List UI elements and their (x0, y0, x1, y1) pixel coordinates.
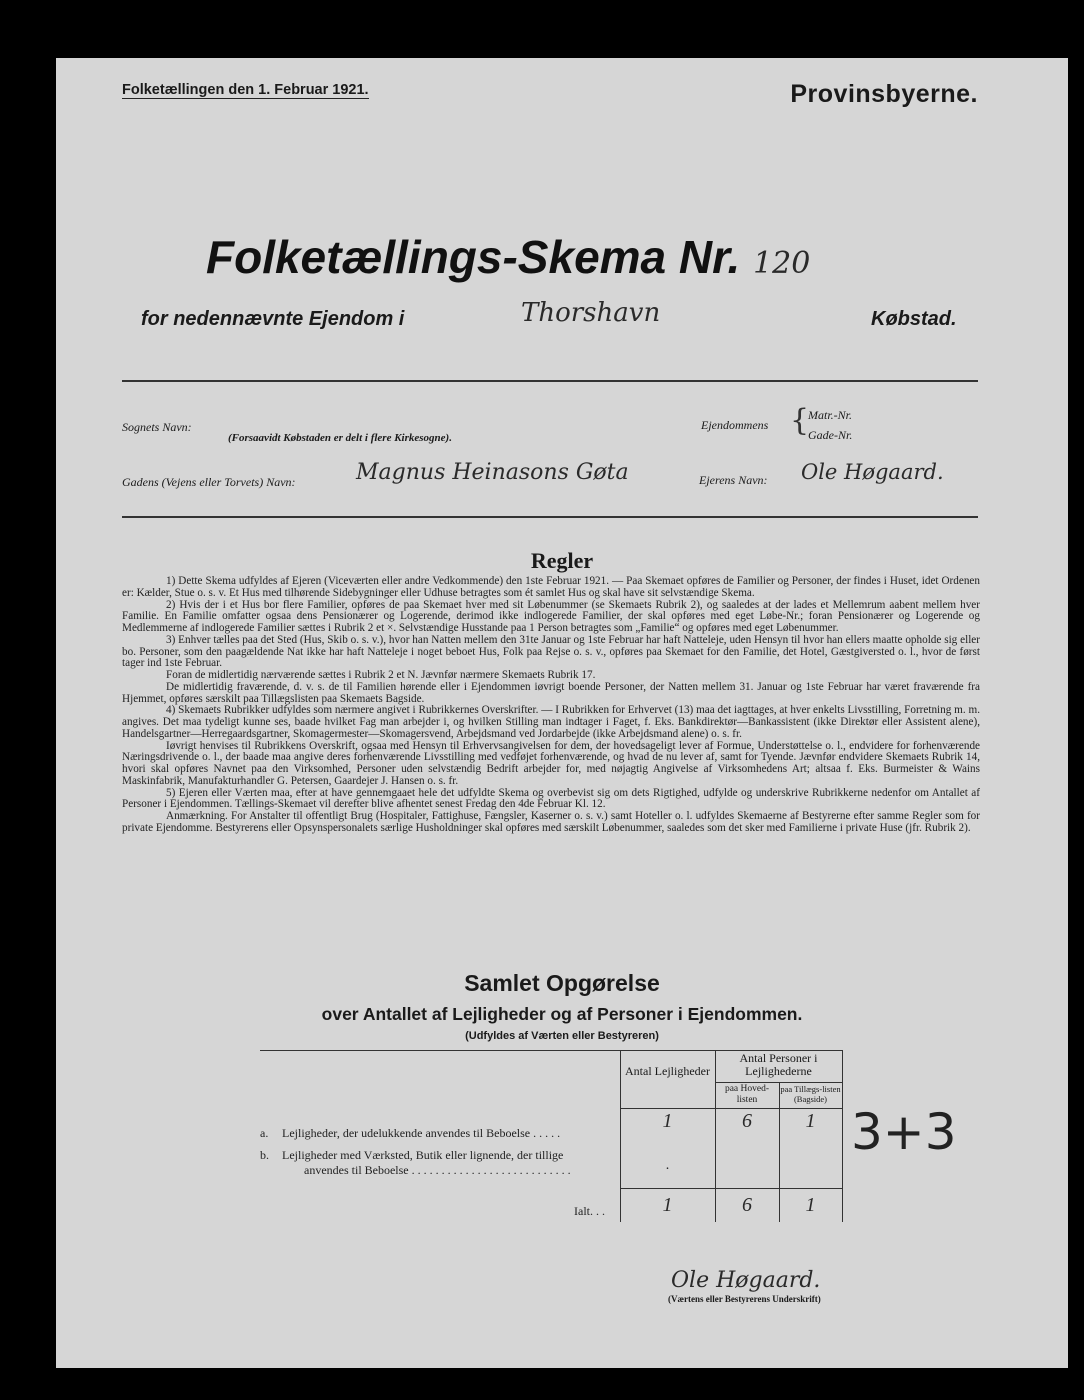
row-b-lejligheder: . (665, 1158, 670, 1173)
table-col-rule (842, 1050, 843, 1222)
town-handwritten: Thorshavn (521, 298, 661, 328)
table-header-rule (620, 1108, 842, 1109)
rule-paragraph: Iøvrigt henvises til Rubrikkens Overskrift, ogsaa med Hensyn til Erhvervsangivelsen for dem, der hovedsageligt lever af Formue, Understøttelse o. l., endvidere for forhenværende Næringsdrivende o. l., der baade maa angive deres forhenværende Livsstilling med vedføjet forhenværende, og hvad de nu lever af, samt for Tyende. Jævnfør endvidere Skemaets Rubrik 14, hvori skal opføres Navnet paa den Virksomhed, Personer uden selvstændig Bedrift arbejder for, med nøjagtig Angivelse af Virksomhedens Art; altsaa f. Eks. Burmeister & Wains Maskinfabrik, Manufakturhandler G. Petersen, Gaardejer J. Hansen o. s. fr. (122, 739, 980, 787)
col-antal-lejligheder: Antal Lejligheder (625, 1064, 710, 1078)
form-title (206, 230, 810, 284)
col-hovedlisten: paa Hoved-listen (724, 1084, 770, 1105)
divider-top (122, 380, 978, 382)
sognets-navn-note: (Forsaavidt Købstaden er delt i flere Kirkesogne). (228, 432, 452, 444)
census-form-page (56, 58, 1068, 1368)
ialt-label: Ialt. . . (574, 1204, 605, 1218)
rule-paragraph: 2) Hvis der i et Hus bor flere Familier, opføres de paa Skemaet hver med sit Løbenummer (se Skemaets Rubrik 2), og saaledes at der lades et Mellemrum aabent mellem hver Familie. En Familie omfatter ogsaa dens Pensionærer og Logerende, derimod ikke indlogerede Familier, der skal opføres med eget Løbe-Nr.; foran Pensionærer og Logerende og Medlemmerne af indlogerede Familier sættes i Rubrik 2 et ×. Selvstændige Husstande paa 1 Person betragtes som „Familie“ og opføres med eget Løbenummer. (122, 598, 980, 634)
region-header: Provinsbyerne. (790, 80, 978, 108)
col-tillaegslisten: paa Tillægs-listen (Bagside) (780, 1084, 841, 1104)
kobstad-label: Købstad. (871, 308, 957, 330)
table-total-rule (620, 1188, 842, 1189)
ejendommens-label: Ejendommens (701, 418, 769, 432)
summary-subtitle: over Antallet af Lejligheder og af Personer i Ejendommen. (321, 1004, 803, 1024)
rules-title: Regler (530, 548, 594, 573)
brace-icon: { (790, 403, 810, 438)
gade-nr-label: Gade-Nr. (808, 428, 853, 442)
divider-middle (122, 516, 978, 518)
rule-paragraph: 3) Enhver tælles paa det Sted (Hus, Skib o. s. v.), hvor han Natten mellem den 31te Januar og 1ste Februar har haft Natteleje, uden Hensyn til hvor han ellers maatte opholde sig eller bo. Personer, som den paagældende Nat ikke har haft Natteleje i noget beboet Hus, Folk paa Rejse o. s. v., opføres paa Skemaet for den Familie, det Hotel, Gæstgiversted o. l., hvor de først tager ind 1ste Februar. (122, 633, 980, 670)
col-antal-personer: Antal Personer i Lejlighederne (739, 1051, 818, 1078)
margin-note-handwritten: 3+3 (851, 1103, 957, 1161)
ialt-lejligheder: 1 (662, 1194, 673, 1216)
summary-note: (Udfyldes af Værten eller Bestyreren) (465, 1030, 659, 1042)
row-b-text-2: anvendes til Beboelse . . . . . . . . . . . . . . . . . . . . . . . . . . . (304, 1163, 571, 1177)
rule-paragraph: 5) Ejeren eller Værten maa, efter at have gennemgaaet hele det udfyldte Skema og overbevist sig om dets Rigtighed, udfylde og underskrive Rubrikkerne nedenfor om Antallet af Personer i Ejendommen. Tællings-Skemaet vil derefter blive afhentet senest Fredag den 4de Februar Kl. 12. (122, 786, 980, 811)
row-b-letter: b. (260, 1148, 269, 1162)
ialt-tillaegslisten: 1 (805, 1194, 816, 1216)
matr-nr-label: Matr.-Nr. (808, 408, 853, 422)
rule-paragraph: Anmærkning. For Anstalter til offentligt Brug (Hospitaler, Fattighuse, Fængsler, Kaserner o. s. v.) samt Hoteller o. l. udfyldes Skemaerne af Bestyrerne efter samme Regler som for private Ejendomme. Bestyrerens eller Opsynspersonalets særlige Husholdninger skal opføres med særskilt Løbenummer, saaledes som det sker med Familierne i private Huse (jfr. Rubrik 2). (122, 810, 980, 834)
row-a-text: Lejligheder, der udelukkende anvendes til Beboelse . . . . . (282, 1126, 561, 1140)
ialt-hovedlisten: 6 (742, 1194, 752, 1216)
property-label: for nedennævnte Ejendom i (141, 308, 405, 330)
sognets-navn-label: Sognets Navn: (122, 420, 192, 434)
ejerens-navn-label: Ejerens Navn: (699, 473, 768, 487)
gadens-navn-label: Gadens (Vejens eller Torvets) Navn: (122, 475, 296, 489)
summary-title: Samlet Opgørelse (464, 970, 660, 996)
rule-paragraph: De midlertidig fraværende, d. v. s. de til Familien hørende eller i Ejendommen iøvrigt boende Personer, der Natten mellem 31. Januar og 1ste Februar har været fraværende fra Hjemmet, opføres særskilt paa Tillægslisten paa Skemaets Bagside. (122, 680, 980, 705)
rule-paragraph: Foran de midlertidig nærværende sættes i Rubrik 2 et N. Jævnfør nærmere Skemaets Rubrik 17. (166, 669, 596, 681)
row-a-letter: a. (260, 1126, 269, 1140)
row-a-hovedlisten: 6 (742, 1110, 752, 1132)
row-a-tillaegslisten: 1 (805, 1110, 816, 1132)
form-title-label: Folketællings-Skema Nr. (206, 231, 741, 283)
row-b-text-1: Lejligheder med Værksted, Butik eller lignende, der tillige (282, 1148, 564, 1162)
rule-paragraph: 1) Dette Skema udfyldes af Ejeren (Viceværten eller andre Vedkommende) den 1ste Februar 1921. — Paa Skemaet opføres de Familier og Personer, der findes i Huset, idet Ordenen er: Kælder, Stue o. s. v. Et Hus med tilhørende Sidebygninger eller Udhuse betragtes som ét samlet Hus og skal have sit selvstændige Skema. (122, 575, 980, 599)
ejerens-navn-handwritten: Ole Høgaard. (801, 460, 944, 484)
signature-caption: (Værtens eller Bestyrerens Underskrift) (668, 1294, 821, 1304)
form-number-handwritten: 120 (753, 246, 811, 281)
row-a-lejligheder: 1 (662, 1110, 673, 1132)
gadens-navn-handwritten: Magnus Heinasons Gøta (356, 460, 629, 485)
rules-text (122, 576, 980, 835)
census-date-header: Folketællingen den 1. Februar 1921. (122, 82, 369, 98)
rule-paragraph: 4) Skemaets Rubrikker udfyldes som nærmere angivet i Rubrikkernes Overskrifter. — I Rubrikken for Erhvervet (13) maa det iagttages, at hver enkelts Livsstilling, Forretning m. m. angives. Det maa tydeligt kunne ses, baade hvilket Fag man arbejder i, og hvilken Stilling man indtager i Faget, f. Eks. Bankdirektør—Bankassistent (ikke Direktør eller Assistent alene), Handelsgartner—Herregaardsgartner, Skomagermester—Skomagersvend, Arbejdsmand ved Jordarbejde (ikke Arbejdsmand alene) o. s. fr. (122, 704, 980, 740)
signature-handwritten: Ole Høgaard. (671, 1268, 821, 1293)
table-sub-rule (715, 1082, 842, 1083)
